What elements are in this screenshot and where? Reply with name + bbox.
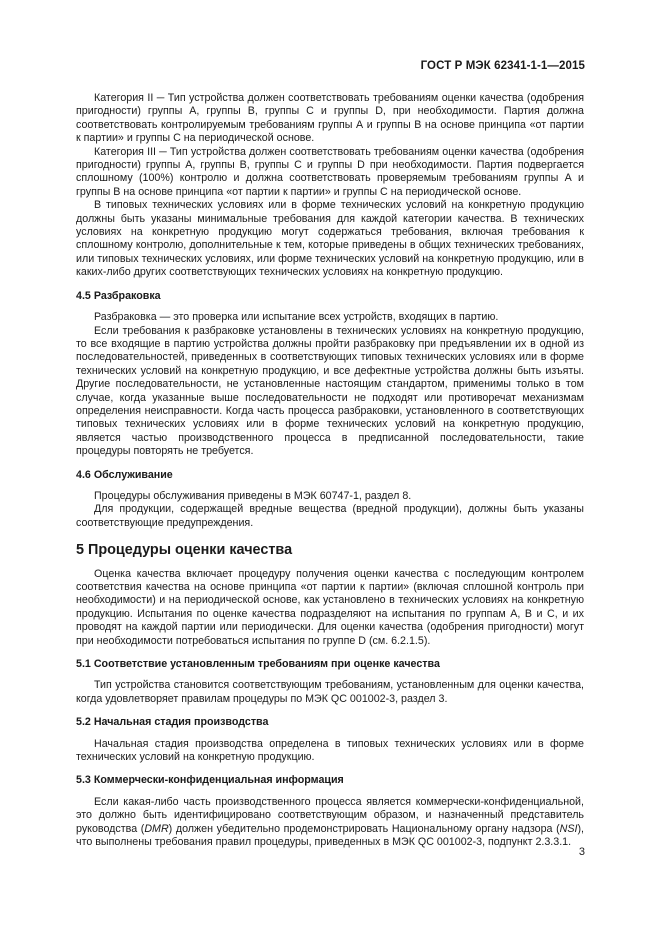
paragraph-screening-definition: Разбраковка — это проверка или испытание всех устройств, входящих в партию. (94, 311, 499, 324)
paragraph-quality-assessment: Оценка качества включает процедуру получения оценки качества с последующим контролем соответствия качества на основе принципа «от партии к партии» (включая сплошной контроль при необходимости) и на периодической основе, как установлено в технических условиях на конкретную продукцию. Испытания по оценке качества подразделяют на испытания по группам А, В и С, и их проводят на каждой партии или периодически. Для оценки качества (одобрения пригодности) могут при необходимости потребоваться испытания по группе D (см. 6.2.1.5). (76, 567, 584, 647)
section-heading-4-5: 4.5 Разбраковка (76, 289, 161, 302)
section-heading-5-1: 5.1 Соответствие установленным требованиям при оценке качества (76, 658, 440, 671)
paragraph-confidential-info (76, 796, 584, 850)
paragraph-category-2: Категория II ─ Тип устройства должен соответствовать требованиям оценки качества (одобрения пригодности) группы А, группы В, группы С и группы D, при необходимости. Партия должна соответствовать контролируемым требованиям группы А и группы В на основе принципа «от партии к партии» и группы С на периодической основе. (76, 92, 584, 145)
confidential-text-part-2: ) должен убедительно продемонстрировать Национальному органу надзора ( (168, 822, 560, 835)
chapter-heading-5: 5 Процедуры оценки качества (76, 542, 293, 559)
paragraph-compliance: Тип устройства становится соответствующим требованиям, установленным для оценки качества, когда удовлетворяет правилам процедуры по МЭК QC 001002-3, раздел 3. (76, 679, 584, 705)
paragraph-initial-production: Начальная стадия производства определена в типовых технических условиях или в форме технических условий на конкретную продукцию. (76, 737, 584, 764)
paragraph-category-3: Категория III ─ Тип устройства должен соответствовать требованиям оценки качества (одобрения пригодности) группы А, группы В, группы С и группы D при необходимости. Партия подвергается сплошному (100%) контролю и должна соответствовать проверяемым требованиям группы А и группы В на основе принципа «от партии к партии» и группы С на периодической основе. (76, 145, 584, 198)
confidential-text-part-3: ), что выполнены требования правил процедуры, приведенных в МЭК QC 001002-3, подпункт 2.3.3.1. (76, 822, 584, 849)
document-header-id: ГОСТ Р МЭК 62341-1-1—2015 (420, 60, 585, 72)
section-heading-5-3: 5.3 Коммерчески-конфиденциальная информация (76, 774, 344, 787)
paragraph-service-procedures: Процедуры обслуживания приведены в МЭК 60747-1, раздел 8. (94, 489, 412, 502)
section-heading-4-6: 4.6 Обслуживание (76, 468, 173, 481)
paragraph-hazardous-warnings: Для продукции, содержащей вредные вещества (вредной продукции), должны быть указаны соответствующие предупреждения. (76, 503, 584, 529)
nsi-abbreviation: NSI (559, 822, 578, 835)
confidential-text-part-1: Если какая-либо часть производственного процесса является коммерчески-конфиденциальной, это должно быть идентифицировано соответствующим образом, и назначенный представитель руководства ( (76, 795, 584, 835)
page-number: 3 (578, 846, 585, 858)
paragraph-minimum-requirements: В типовых технических условиях или в форме технических условий на конкретную продукцию должны быть указаны минимальные требования для каждой категории качества. В технических условиях на конкретную продукцию могут содержаться требования, включая требования к сплошному контролю, дополнительные к тем, которые приведены в общих технических требованиях, или типовых технических условиях, или форме технических условий на конкретную продукцию, или в каких-либо других соответствующих технических условиях на конкретную продукцию. (76, 199, 584, 279)
section-heading-5-2: 5.2 Начальная стадия производства (76, 716, 269, 729)
dmr-abbreviation: DMR (144, 822, 169, 835)
document-body (76, 92, 584, 850)
paragraph-screening-requirements: Если требования к разбраковке установлены в технических условиях на конкретную продукцию, то все входящие в партию устройства должны пройти разбраковку при предъявлении их в одной из последовательностей, приведенных в соответствующих типовых технических условиях или в форме технических условий на конкретную продукцию, и все дефектные устройства должны быть изъяты. Другие последовательности, не установленные настоящим стандартом, применимы только в том случае, когда указанные выше последовательности не подходят или противоречат механизмам определения неисправности. Когда часть процесса разбраковки, установленного в соответствующих типовых технических условиях или в форме технических условий на конкретную продукцию, является частью производственного процесса в предписанной последовательности, такие процедуры повторять не требуется. (76, 324, 584, 458)
